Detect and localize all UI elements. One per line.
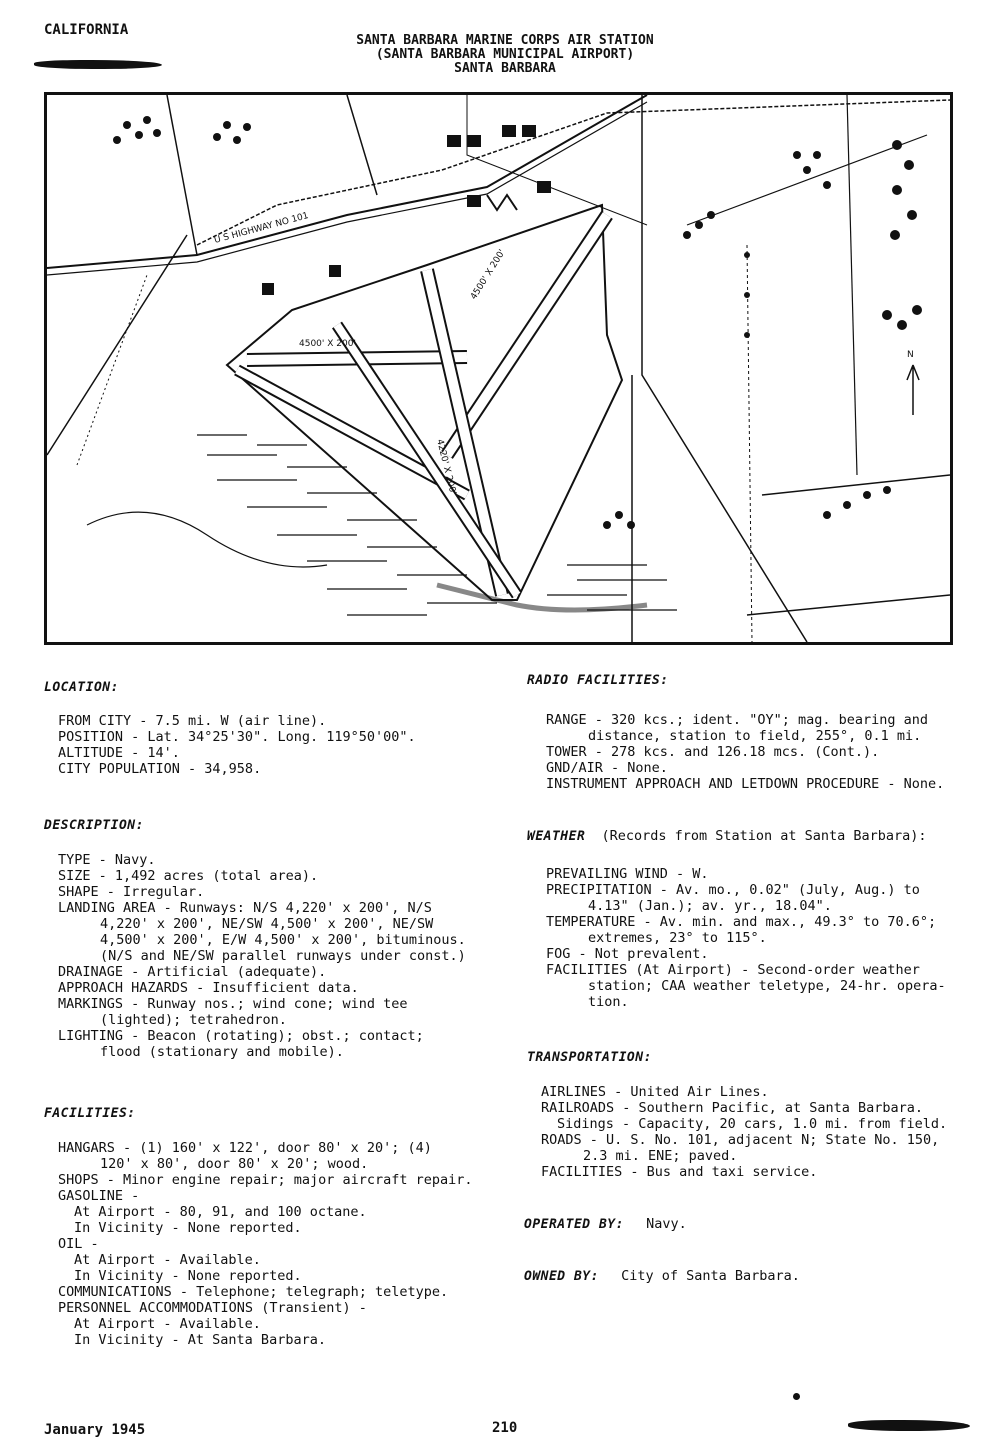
location-from-city: FROM CITY - 7.5 mi. W (air line).: [58, 713, 327, 729]
location-altitude: ALTITUDE - 14'.: [58, 745, 180, 761]
description-line: TYPE - Navy.: [58, 852, 156, 868]
weather-heading-row: [527, 828, 927, 845]
title-line-3: SANTA BARBARA: [454, 61, 556, 76]
weather-line: PREVAILING WIND - W.: [546, 866, 709, 882]
page-number: 210: [492, 1420, 518, 1436]
radio-heading: RADIO FACILITIES:: [527, 673, 669, 688]
radio-line: RANGE - 320 kcs.; ident. "OY"; mag. bearing and: [546, 712, 929, 728]
description-line: DRAINAGE - Artificial (adequate).: [58, 964, 327, 980]
radio-line: INSTRUMENT APPROACH AND LETDOWN PROCEDURE - None.: [546, 776, 945, 792]
description-line: LIGHTING - Beacon (rotating); obst.; contact;: [58, 1028, 424, 1044]
radio-line: TOWER - 278 kcs. and 126.18 mcs. (Cont.).: [546, 744, 880, 760]
facilities-line: SHOPS - Minor engine repair; major aircraft repair.: [58, 1172, 473, 1188]
facilities-line: GASOLINE -: [58, 1188, 140, 1204]
facilities-line: In Vicinity - None reported.: [74, 1220, 302, 1236]
description-line: 4,220' x 200', NE/SW 4,500' x 200', NE/SW: [100, 916, 434, 932]
transportation-line: ROADS - U. S. No. 101, adjacent N; State No. 150,: [541, 1132, 940, 1148]
transportation-line: RAILROADS - Southern Pacific, at Santa Barbara.: [541, 1100, 924, 1116]
description-line: MARKINGS - Runway nos.; wind cone; wind tee: [58, 996, 408, 1012]
description-heading: DESCRIPTION:: [44, 818, 144, 833]
facilities-line: In Vicinity - At Santa Barbara.: [74, 1332, 326, 1348]
runway-nesw-label: 4500' X 200': [469, 248, 508, 302]
location-heading: LOCATION:: [44, 680, 119, 695]
transportation-line: FACILITIES - Bus and taxi service.: [541, 1164, 818, 1180]
facilities-heading: FACILITIES:: [44, 1106, 136, 1121]
airfield-map: [44, 92, 953, 645]
weather-heading: WEATHER: [527, 829, 586, 844]
facilities-line: 120' x 80', door 80' x 20'; wood.: [100, 1156, 369, 1172]
description-line: SHAPE - Irregular.: [58, 884, 205, 900]
description-line: LANDING AREA - Runways: N/S 4,220' x 200', N/S: [58, 900, 432, 916]
airfield-map-drawing: [47, 95, 950, 642]
facilities-line: PERSONNEL ACCOMMODATIONS (Transient) -: [58, 1300, 367, 1316]
weather-line: FOG - Not prevalent.: [546, 946, 709, 962]
weather-line: TEMPERATURE - Av. min. and max., 49.3° to 70.6°;: [546, 914, 937, 930]
description-line: SIZE - 1,492 acres (total area).: [58, 868, 319, 884]
facilities-line: At Airport - Available.: [74, 1252, 261, 1268]
title-line-1: SANTA BARBARA MARINE CORPS AIR STATION: [356, 33, 654, 48]
state-name: CALIFORNIA: [44, 22, 129, 38]
weather-subheading: (Records from Station at Santa Barbara):: [601, 828, 927, 844]
radio-line: GND/AIR - None.: [546, 760, 668, 776]
location-section: [58, 713, 416, 777]
north-label: N: [907, 350, 914, 360]
transportation-line: Sidings - Capacity, 20 cars, 1.0 mi. from field.: [557, 1116, 948, 1132]
redaction-mark: [34, 60, 162, 69]
facilities-section: [58, 1140, 473, 1348]
north-arrow-icon: [907, 350, 919, 415]
transportation-line: AIRLINES - United Air Lines.: [541, 1084, 769, 1100]
transportation-section: [541, 1084, 947, 1180]
weather-line: 4.13" (Jan.); av. yr., 18.04".: [588, 898, 832, 914]
location-population: CITY POPULATION - 34,958.: [58, 761, 262, 777]
weather-line: tion.: [588, 994, 629, 1010]
facilities-line: OIL -: [58, 1236, 99, 1252]
owned-by: [524, 1268, 800, 1285]
weather-section: [546, 866, 946, 1010]
radio-section: [546, 712, 944, 792]
owned-by-label: OWNED BY:: [524, 1269, 599, 1284]
operated-by-value: Navy.: [646, 1216, 687, 1232]
ink-dot: [793, 1393, 800, 1400]
description-line: flood (stationary and mobile).: [100, 1044, 344, 1060]
location-position: POSITION - Lat. 34°25'30". Long. 119°50'00".: [58, 729, 416, 745]
facilities-line: At Airport - 80, 91, and 100 octane.: [74, 1204, 367, 1220]
transportation-heading: TRANSPORTATION:: [527, 1050, 652, 1065]
facilities-line: HANGARS - (1) 160' x 122', door 80' x 20'; (4): [58, 1140, 432, 1156]
title-line-2: (SANTA BARBARA MUNICIPAL AIRPORT): [375, 47, 635, 62]
facilities-line: COMMUNICATIONS - Telephone; telegraph; teletype.: [58, 1284, 449, 1300]
description-line: APPROACH HAZARDS - Insufficient data.: [58, 980, 359, 996]
description-section: [58, 852, 466, 1060]
operated-by-label: OPERATED BY:: [524, 1217, 624, 1232]
transportation-line: 2.3 mi. ENE; paved.: [583, 1148, 738, 1164]
description-line: (N/S and NE/SW parallel runways under const.): [100, 948, 466, 964]
runway-ew-label: 4500' X 200': [299, 339, 356, 349]
weather-line: extremes, 23° to 115°.: [588, 930, 767, 946]
weather-line: PRECIPITATION - Av. mo., 0.02" (July, Aug.) to: [546, 882, 920, 898]
facilities-line: At Airport - Available.: [74, 1316, 261, 1332]
weather-line: station; CAA weather teletype, 24-hr. opera-: [588, 978, 946, 994]
description-line: 4,500' x 200', E/W 4,500' x 200', bituminous.: [100, 932, 466, 948]
description-line: (lighted); tetrahedron.: [100, 1012, 287, 1028]
redaction-mark: [848, 1420, 970, 1431]
owned-by-value: City of Santa Barbara.: [621, 1268, 800, 1284]
highway-label: U S HIGHWAY NO 101: [213, 211, 310, 246]
page-title: [300, 34, 710, 76]
footer-date: January 1945: [44, 1422, 146, 1438]
operated-by: [524, 1216, 687, 1233]
weather-line: FACILITIES (At Airport) - Second-order weather: [546, 962, 920, 978]
runway-ns-label: 4220' X 200': [434, 438, 458, 496]
radio-line: distance, station to field, 255°, 0.1 mi.: [588, 728, 922, 744]
facilities-line: In Vicinity - None reported.: [74, 1268, 302, 1284]
